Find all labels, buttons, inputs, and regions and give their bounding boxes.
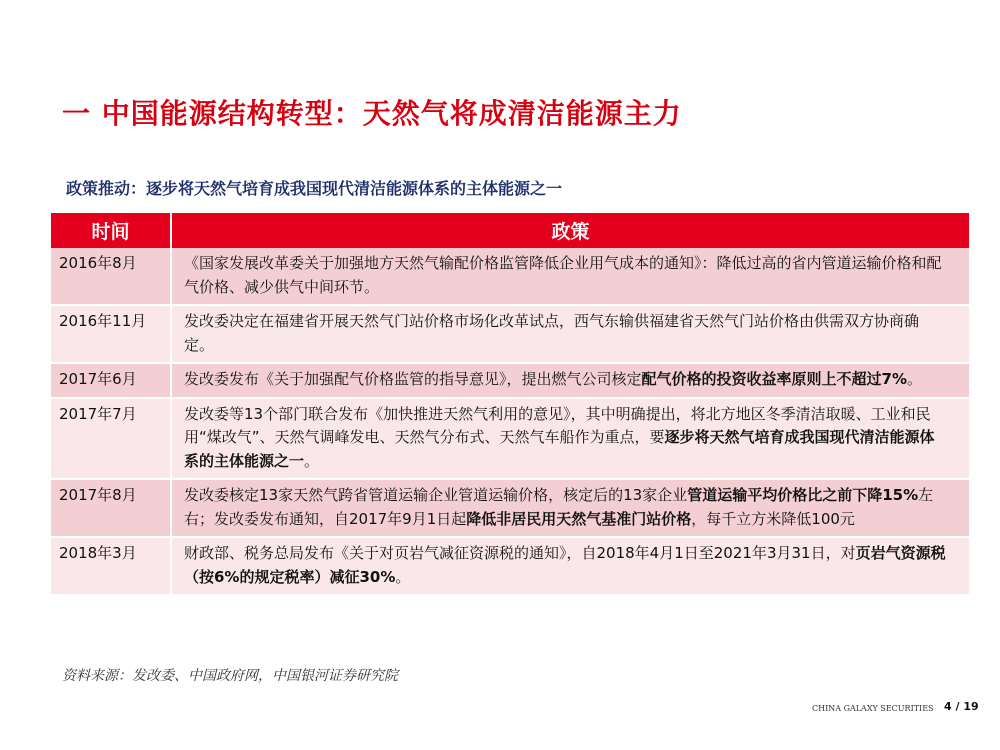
page-number: 4 / 19 [944, 700, 979, 713]
table-row [51, 399, 969, 481]
section-subtitle: 政策推动：逐步将天然气培育成我国现代清洁能源体系的主体能源之一 [66, 179, 563, 198]
row-policy [172, 399, 969, 481]
policy-text: 财政部、税务总局发布《关于对页岩气减征资源税的通知》，自2018年4月1日至2021年3月31日，对 [184, 544, 856, 562]
policy-highlight: 逐步将天然气培育成我国现代清洁能源体系的主体能源之一 [184, 428, 935, 470]
policy-text: 发改委等13个部门联合发布《加快推进天然气利用的意见》，其中明确提出，将北方地区冬季清洁取暖、工业和民用“煤改气”、天然气调峰发电、天然气分布式、天然气车船作为重点，要 [184, 404, 931, 446]
source-note: 资料来源：发改委、中国政府网，中国银河证券研究院 [62, 668, 398, 684]
policy-table [51, 213, 969, 596]
row-date: 2016年11月 [51, 306, 172, 364]
page-title: 一 中国能源结构转型：天然气将成清洁能源主力 [62, 97, 682, 130]
table-header-row [51, 213, 969, 248]
row-date: 2017年6月 [51, 364, 172, 399]
policy-text: 《国家发展改革委关于加强地方天然气输配价格监管降低企业用气成本的通知》：降低过高的省内管道运输价格和配气价格、减少供气中间环节。 [184, 254, 942, 296]
policy-highlight: 降低非居民用天然气基准门站价格 [466, 509, 692, 528]
policy-text: 。 [304, 451, 320, 470]
policy-highlight: 页岩气资源税（按6%的规定税率）减征30% [184, 544, 946, 586]
policy-highlight: 配气价格的投资收益率原则上不超过7% [641, 370, 907, 388]
row-policy [172, 248, 969, 306]
table-row [51, 480, 969, 538]
row-date: 2017年7月 [51, 399, 172, 481]
row-policy [172, 480, 969, 538]
policy-table-body [51, 248, 969, 596]
policy-text: 左右；发改委发布通知，自2017年9月1日起 [184, 486, 934, 528]
policy-text: 发改委发布《关于加强配气价格监管的指导意见》，提出燃气公司核定 [184, 370, 642, 388]
table-row [51, 364, 969, 399]
table-row [51, 306, 969, 364]
table-row [51, 248, 969, 306]
row-policy [172, 538, 969, 596]
row-policy [172, 306, 969, 364]
footer-brand: CHINA GALAXY SECURITIES [812, 704, 934, 713]
policy-text: 。 [395, 567, 411, 586]
policy-highlight: 管道运输平均价格比之前下降15% [687, 486, 919, 504]
policy-text: 发改委决定在福建省开展天然气门站价格市场化改革试点，西气东输供福建省天然气门站价格由供需双方协商确定。 [184, 312, 920, 354]
policy-text: ，每千立方米降低100元 [691, 509, 855, 528]
header-policy: 政策 [172, 213, 969, 248]
row-policy [172, 364, 969, 399]
row-date: 2018年3月 [51, 538, 172, 596]
header-time: 时间 [51, 213, 172, 248]
table-row [51, 538, 969, 596]
row-date: 2016年8月 [51, 248, 172, 306]
policy-text: 。 [906, 370, 922, 388]
row-date: 2017年8月 [51, 480, 172, 538]
policy-text: 发改委核定13家天然气跨省管道运输企业管道运输价格，核定后的13家企业 [184, 486, 688, 504]
